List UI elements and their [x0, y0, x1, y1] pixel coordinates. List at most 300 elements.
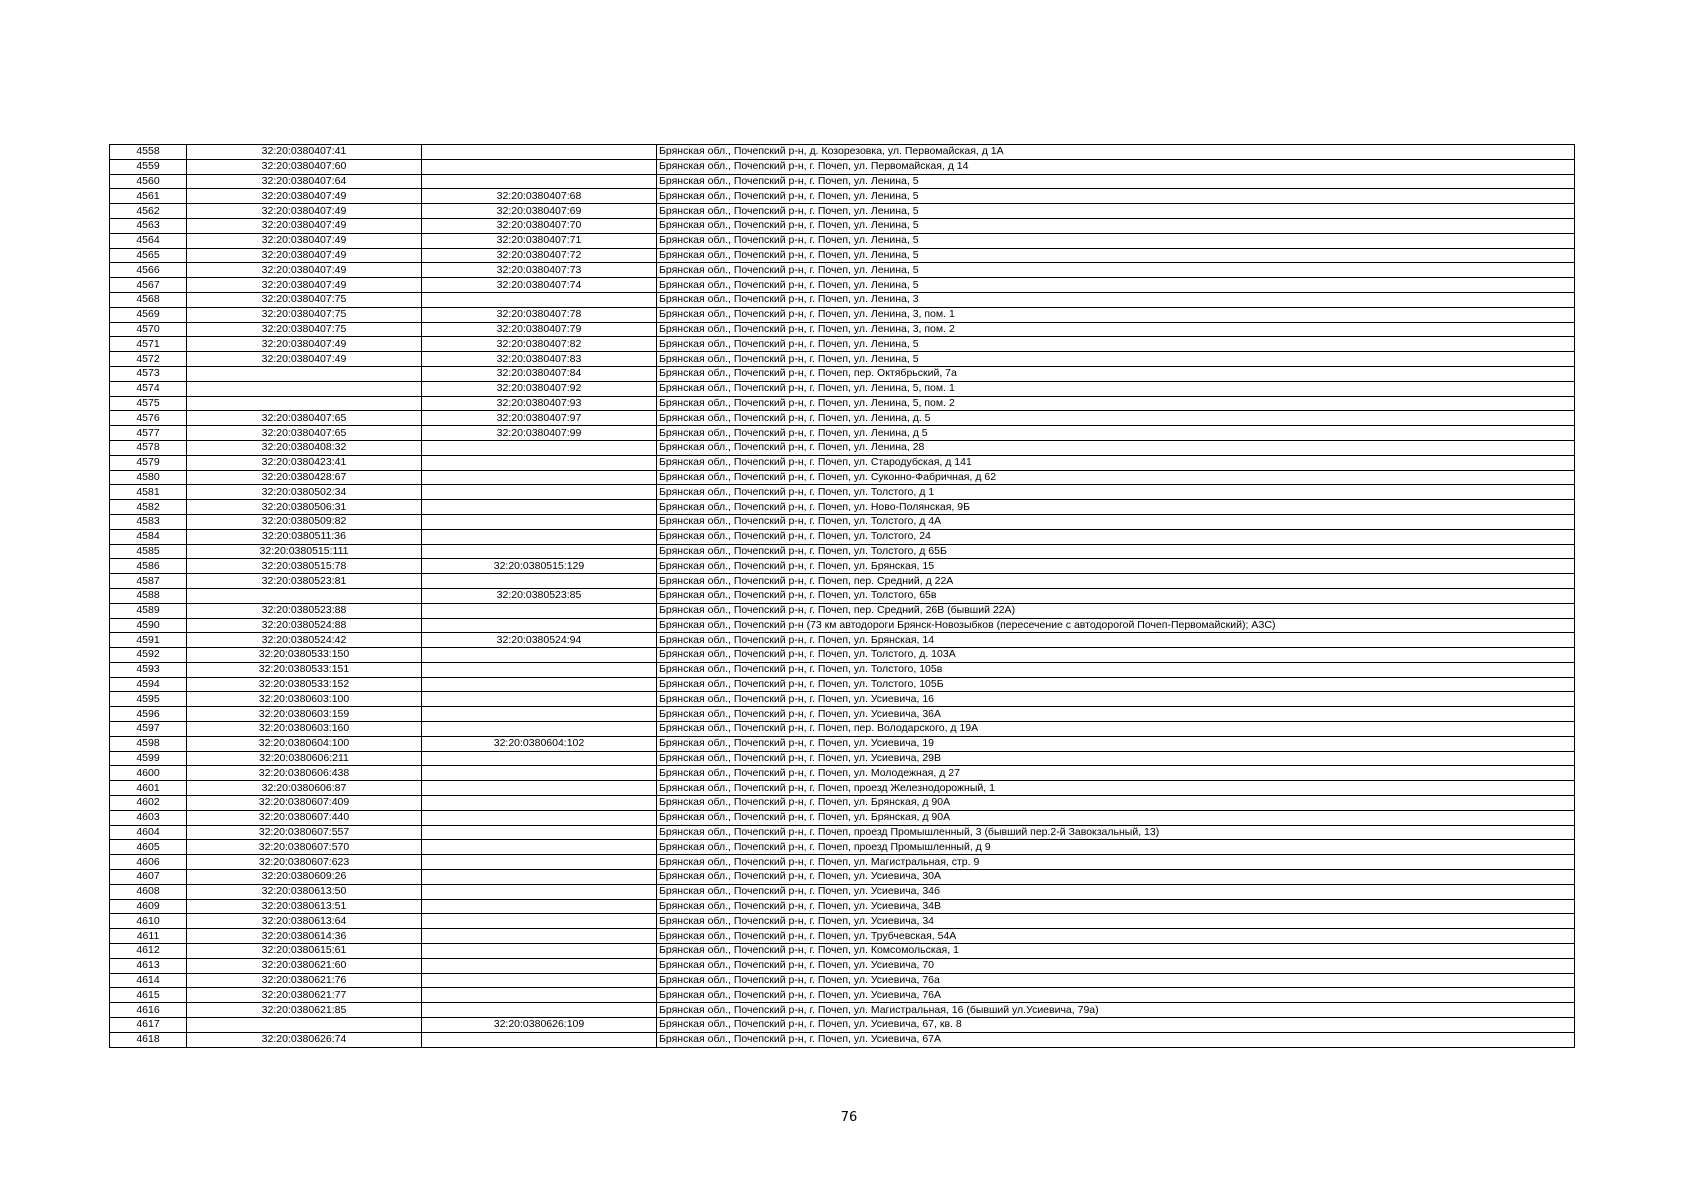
row-number-cell: 4571 [110, 337, 187, 352]
address-cell: Брянская обл., Почепский р-н, г. Почеп, ул. Усиевича, 34В [657, 899, 1575, 914]
table-row [110, 307, 1575, 322]
object-cadastral-number-cell [422, 958, 657, 973]
address-cell: Брянская обл., Почепский р-н, г. Почеп, ул. Усиевича, 34 [657, 914, 1575, 929]
land-cadastral-number-cell: 32:20:0380626:74 [187, 1032, 422, 1047]
object-cadastral-number-cell: 32:20:0380407:79 [422, 322, 657, 337]
land-cadastral-number-cell: 32:20:0380506:31 [187, 500, 422, 515]
row-number-cell: 4604 [110, 825, 187, 840]
row-number-cell: 4601 [110, 781, 187, 796]
object-cadastral-number-cell: 32:20:0380407:71 [422, 233, 657, 248]
land-cadastral-number-cell: 32:20:0380603:159 [187, 707, 422, 722]
land-cadastral-number-cell [187, 1018, 422, 1033]
address-cell: Брянская обл., Почепский р-н, г. Почеп, ул. Суконно-Фабричная, д 62 [657, 470, 1575, 485]
address-cell: Брянская обл., Почепский р-н, г. Почеп, ул. Усиевича, 30А [657, 870, 1575, 885]
object-cadastral-number-cell [422, 455, 657, 470]
table-row [110, 337, 1575, 352]
row-number-cell: 4610 [110, 914, 187, 929]
address-cell: Брянская обл., Почепский р-н, г. Почеп, ул. Усиевича, 36А [657, 707, 1575, 722]
row-number-cell: 4577 [110, 426, 187, 441]
address-cell: Брянская обл., Почепский р-н, г. Почеп, ул. Ленина, 28 [657, 440, 1575, 455]
land-cadastral-number-cell: 32:20:0380407:49 [187, 248, 422, 263]
row-number-cell: 4595 [110, 692, 187, 707]
land-cadastral-number-cell [187, 381, 422, 396]
object-cadastral-number-cell [422, 648, 657, 663]
table-row [110, 381, 1575, 396]
table-row [110, 677, 1575, 692]
row-number-cell: 4608 [110, 884, 187, 899]
land-cadastral-number-cell: 32:20:0380621:76 [187, 973, 422, 988]
land-cadastral-number-cell: 32:20:0380407:60 [187, 159, 422, 174]
table-row [110, 544, 1575, 559]
row-number-cell: 4598 [110, 736, 187, 751]
object-cadastral-number-cell [422, 810, 657, 825]
row-number-cell: 4586 [110, 559, 187, 574]
row-number-cell: 4618 [110, 1032, 187, 1047]
row-number-cell: 4565 [110, 248, 187, 263]
address-cell: Брянская обл., Почепский р-н, г. Почеп, ул. Брянская, д 90А [657, 796, 1575, 811]
object-cadastral-number-cell: 32:20:0380407:93 [422, 396, 657, 411]
row-number-cell: 4576 [110, 411, 187, 426]
row-number-cell: 4612 [110, 944, 187, 959]
register-table-body [110, 145, 1575, 1048]
row-number-cell: 4569 [110, 307, 187, 322]
land-cadastral-number-cell: 32:20:0380613:64 [187, 914, 422, 929]
table-row [110, 884, 1575, 899]
address-cell: Брянская обл., Почепский р-н, г. Почеп, ул. Магистральная, стр. 9 [657, 855, 1575, 870]
address-cell: Брянская обл., Почепский р-н, г. Почеп, ул. Толстого, д 4А [657, 514, 1575, 529]
row-number-cell: 4617 [110, 1018, 187, 1033]
row-number-cell: 4563 [110, 218, 187, 233]
object-cadastral-number-cell [422, 840, 657, 855]
row-number-cell: 4584 [110, 529, 187, 544]
table-row [110, 722, 1575, 737]
land-cadastral-number-cell: 32:20:0380606:438 [187, 766, 422, 781]
row-number-cell: 4558 [110, 145, 187, 160]
object-cadastral-number-cell: 32:20:0380407:73 [422, 263, 657, 278]
table-row [110, 781, 1575, 796]
table-row [110, 603, 1575, 618]
object-cadastral-number-cell [422, 766, 657, 781]
object-cadastral-number-cell: 32:20:0380515:129 [422, 559, 657, 574]
row-number-cell: 4581 [110, 485, 187, 500]
address-cell: Брянская обл., Почепский р-н, г. Почеп, ул. Усиевича, 76а [657, 973, 1575, 988]
object-cadastral-number-cell: 32:20:0380407:70 [422, 218, 657, 233]
land-cadastral-number-cell: 32:20:0380607:409 [187, 796, 422, 811]
row-number-cell: 4597 [110, 722, 187, 737]
address-cell: Брянская обл., Почепский р-н, г. Почеп, ул. Усиевича, 34б [657, 884, 1575, 899]
table-row [110, 485, 1575, 500]
table-row [110, 263, 1575, 278]
table-row [110, 1003, 1575, 1018]
row-number-cell: 4561 [110, 189, 187, 204]
land-cadastral-number-cell: 32:20:0380607:440 [187, 810, 422, 825]
row-number-cell: 4562 [110, 204, 187, 219]
table-row [110, 810, 1575, 825]
table-row [110, 692, 1575, 707]
address-cell: Брянская обл., Почепский р-н, г. Почеп, ул. Ленина, д 5 [657, 426, 1575, 441]
land-cadastral-number-cell: 32:20:0380533:151 [187, 662, 422, 677]
object-cadastral-number-cell: 32:20:0380604:102 [422, 736, 657, 751]
address-cell: Брянская обл., Почепский р-н, г. Почеп, ул. Стародубская, д 141 [657, 455, 1575, 470]
address-cell: Брянская обл., Почепский р-н, г. Почеп, ул. Ленина, 3, пом. 1 [657, 307, 1575, 322]
address-cell: Брянская обл., Почепский р-н, г. Почеп, ул. Брянская, д 90А [657, 810, 1575, 825]
row-number-cell: 4611 [110, 929, 187, 944]
object-cadastral-number-cell [422, 470, 657, 485]
land-cadastral-number-cell: 32:20:0380407:49 [187, 263, 422, 278]
table-row [110, 470, 1575, 485]
row-number-cell: 4573 [110, 366, 187, 381]
address-cell: Брянская обл., Почепский р-н, г. Почеп, ул. Ново-Полянская, 9Б [657, 500, 1575, 515]
address-cell: Брянская обл., Почепский р-н, г. Почеп, ул. Ленина, 5 [657, 204, 1575, 219]
object-cadastral-number-cell: 32:20:0380407:68 [422, 189, 657, 204]
address-cell: Брянская обл., Почепский р-н, г. Почеп, ул. Толстого, 105в [657, 662, 1575, 677]
object-cadastral-number-cell [422, 677, 657, 692]
land-cadastral-number-cell [187, 366, 422, 381]
address-cell: Брянская обл., Почепский р-н, г. Почеп, ул. Ленина, 5 [657, 278, 1575, 293]
object-cadastral-number-cell [422, 292, 657, 307]
land-cadastral-number-cell: 32:20:0380621:77 [187, 988, 422, 1003]
table-row [110, 1018, 1575, 1033]
row-number-cell: 4585 [110, 544, 187, 559]
object-cadastral-number-cell: 32:20:0380626:109 [422, 1018, 657, 1033]
table-row [110, 145, 1575, 160]
table-row [110, 426, 1575, 441]
table-row [110, 840, 1575, 855]
address-cell: Брянская обл., Почепский р-н, г. Почеп, проезд Промышленный, 3 (бывший пер.2-й Завокзальный, 13) [657, 825, 1575, 840]
land-cadastral-number-cell: 32:20:0380511:36 [187, 529, 422, 544]
page-number: 76 [840, 1110, 858, 1125]
land-cadastral-number-cell: 32:20:0380621:60 [187, 958, 422, 973]
address-cell: Брянская обл., Почепский р-н, г. Почеп, ул. Молодежная, д 27 [657, 766, 1575, 781]
address-cell: Брянская обл., Почепский р-н, г. Почеп, ул. Брянская, 15 [657, 559, 1575, 574]
table-row [110, 174, 1575, 189]
table-row [110, 736, 1575, 751]
address-cell: Брянская обл., Почепский р-н, г. Почеп, ул. Усиевича, 29В [657, 751, 1575, 766]
address-cell: Брянская обл., Почепский р-н, г. Почеп, ул. Толстого, д. 103А [657, 648, 1575, 663]
object-cadastral-number-cell [422, 870, 657, 885]
table-row [110, 218, 1575, 233]
land-cadastral-number-cell: 32:20:0380407:49 [187, 352, 422, 367]
object-cadastral-number-cell [422, 973, 657, 988]
land-cadastral-number-cell: 32:20:0380603:160 [187, 722, 422, 737]
row-number-cell: 4602 [110, 796, 187, 811]
row-number-cell: 4588 [110, 588, 187, 603]
land-cadastral-number-cell: 32:20:0380613:50 [187, 884, 422, 899]
land-cadastral-number-cell: 32:20:0380502:34 [187, 485, 422, 500]
land-cadastral-number-cell: 32:20:0380509:82 [187, 514, 422, 529]
table-row [110, 189, 1575, 204]
address-cell: Брянская обл., Почепский р-н, г. Почеп, ул. Усиевича, 67, кв. 8 [657, 1018, 1575, 1033]
address-cell: Брянская обл., Почепский р-н, г. Почеп, ул. Усиевича, 16 [657, 692, 1575, 707]
table-row [110, 870, 1575, 885]
row-number-cell: 4583 [110, 514, 187, 529]
row-number-cell: 4570 [110, 322, 187, 337]
land-cadastral-number-cell: 32:20:0380523:88 [187, 603, 422, 618]
table-row [110, 204, 1575, 219]
object-cadastral-number-cell [422, 944, 657, 959]
table-row [110, 514, 1575, 529]
land-cadastral-number-cell: 32:20:0380407:49 [187, 233, 422, 248]
address-cell: Брянская обл., Почепский р-н, г. Почеп, пер. Октябрьский, 7а [657, 366, 1575, 381]
object-cadastral-number-cell [422, 574, 657, 589]
row-number-cell: 4582 [110, 500, 187, 515]
address-cell: Брянская обл., Почепский р-н, г. Почеп, ул. Ленина, 5 [657, 189, 1575, 204]
object-cadastral-number-cell [422, 781, 657, 796]
table-row [110, 973, 1575, 988]
table-row [110, 929, 1575, 944]
row-number-cell: 4594 [110, 677, 187, 692]
land-cadastral-number-cell: 32:20:0380524:42 [187, 633, 422, 648]
land-cadastral-number-cell: 32:20:0380407:65 [187, 426, 422, 441]
table-row [110, 988, 1575, 1003]
land-cadastral-number-cell: 32:20:0380515:78 [187, 559, 422, 574]
object-cadastral-number-cell [422, 159, 657, 174]
row-number-cell: 4599 [110, 751, 187, 766]
land-cadastral-number-cell: 32:20:0380603:100 [187, 692, 422, 707]
object-cadastral-number-cell [422, 145, 657, 160]
row-number-cell: 4579 [110, 455, 187, 470]
land-cadastral-number-cell: 32:20:0380606:87 [187, 781, 422, 796]
row-number-cell: 4600 [110, 766, 187, 781]
row-number-cell: 4596 [110, 707, 187, 722]
row-number-cell: 4590 [110, 618, 187, 633]
address-cell: Брянская обл., Почепский р-н, г. Почеп, ул. Ленина, 3, пом. 2 [657, 322, 1575, 337]
object-cadastral-number-cell: 32:20:0380407:69 [422, 204, 657, 219]
land-cadastral-number-cell: 32:20:0380407:65 [187, 411, 422, 426]
address-cell: Брянская обл., Почепский р-н, г. Почеп, ул. Ленина, 5 [657, 263, 1575, 278]
table-row [110, 292, 1575, 307]
table-row [110, 233, 1575, 248]
address-cell: Брянская обл., Почепский р-н, г. Почеп, ул. Ленина, 5 [657, 337, 1575, 352]
row-number-cell: 4587 [110, 574, 187, 589]
object-cadastral-number-cell [422, 825, 657, 840]
address-cell: Брянская обл., Почепский р-н, г. Почеп, ул. Толстого, 65в [657, 588, 1575, 603]
row-number-cell: 4609 [110, 899, 187, 914]
table-row [110, 766, 1575, 781]
land-cadastral-number-cell: 32:20:0380607:570 [187, 840, 422, 855]
land-cadastral-number-cell: 32:20:0380614:36 [187, 929, 422, 944]
address-cell: Брянская обл., Почепский р-н, г. Почеп, ул. Толстого, 105Б [657, 677, 1575, 692]
land-cadastral-number-cell: 32:20:0380607:623 [187, 855, 422, 870]
land-cadastral-number-cell: 32:20:0380533:152 [187, 677, 422, 692]
table-row [110, 159, 1575, 174]
land-cadastral-number-cell: 32:20:0380533:150 [187, 648, 422, 663]
table-row [110, 914, 1575, 929]
address-cell: Брянская обл., Почепский р-н, г. Почеп, ул. Комсомольская, 1 [657, 944, 1575, 959]
row-number-cell: 4593 [110, 662, 187, 677]
table-row [110, 396, 1575, 411]
land-cadastral-number-cell: 32:20:0380407:75 [187, 307, 422, 322]
row-number-cell: 4578 [110, 440, 187, 455]
table-row [110, 574, 1575, 589]
object-cadastral-number-cell [422, 899, 657, 914]
row-number-cell: 4572 [110, 352, 187, 367]
land-cadastral-number-cell: 32:20:0380615:61 [187, 944, 422, 959]
row-number-cell: 4607 [110, 870, 187, 885]
table-row [110, 1032, 1575, 1047]
address-cell: Брянская обл., Почепский р-н, г. Почеп, ул. Ленина, 5 [657, 248, 1575, 263]
object-cadastral-number-cell [422, 929, 657, 944]
table-row [110, 559, 1575, 574]
address-cell: Брянская обл., Почепский р-н, г. Почеп, ул. Ленина, 3 [657, 292, 1575, 307]
land-cadastral-number-cell: 32:20:0380423:41 [187, 455, 422, 470]
address-cell: Брянская обл., Почепский р-н, г. Почеп, ул. Трубчевская, 54А [657, 929, 1575, 944]
land-cadastral-number-cell: 32:20:0380606:211 [187, 751, 422, 766]
row-number-cell: 4564 [110, 233, 187, 248]
object-cadastral-number-cell: 32:20:0380524:94 [422, 633, 657, 648]
row-number-cell: 4616 [110, 1003, 187, 1018]
land-cadastral-number-cell [187, 588, 422, 603]
object-cadastral-number-cell: 32:20:0380407:97 [422, 411, 657, 426]
address-cell: Брянская обл., Почепский р-н, г. Почеп, пер. Средний, д 22А [657, 574, 1575, 589]
land-cadastral-number-cell: 32:20:0380407:75 [187, 292, 422, 307]
table-row [110, 633, 1575, 648]
table-row [110, 529, 1575, 544]
row-number-cell: 4559 [110, 159, 187, 174]
address-cell: Брянская обл., Почепский р-н, г. Почеп, ул. Толстого, д 65Б [657, 544, 1575, 559]
address-cell: Брянская обл., Почепский р-н, г. Почеп, ул. Ленина, 5 [657, 218, 1575, 233]
row-number-cell: 4560 [110, 174, 187, 189]
address-cell: Брянская обл., Почепский р-н, г. Почеп, ул. Брянская, 14 [657, 633, 1575, 648]
object-cadastral-number-cell: 32:20:0380407:74 [422, 278, 657, 293]
object-cadastral-number-cell [422, 500, 657, 515]
row-number-cell: 4568 [110, 292, 187, 307]
object-cadastral-number-cell [422, 914, 657, 929]
land-cadastral-number-cell: 32:20:0380609:26 [187, 870, 422, 885]
address-cell: Брянская обл., Почепский р-н, г. Почеп, ул. Усиевича, 19 [657, 736, 1575, 751]
object-cadastral-number-cell [422, 988, 657, 1003]
object-cadastral-number-cell [422, 751, 657, 766]
table-row [110, 825, 1575, 840]
object-cadastral-number-cell [422, 1032, 657, 1047]
land-cadastral-number-cell: 32:20:0380515:111 [187, 544, 422, 559]
table-row [110, 352, 1575, 367]
object-cadastral-number-cell [422, 174, 657, 189]
land-cadastral-number-cell: 32:20:0380607:557 [187, 825, 422, 840]
address-cell: Брянская обл., Почепский р-н, г. Почеп, ул. Ленина, 5, пом. 2 [657, 396, 1575, 411]
land-cadastral-number-cell [187, 396, 422, 411]
object-cadastral-number-cell [422, 692, 657, 707]
land-cadastral-number-cell: 32:20:0380407:49 [187, 218, 422, 233]
object-cadastral-number-cell: 32:20:0380407:83 [422, 352, 657, 367]
address-cell: Брянская обл., Почепский р-н, г. Почеп, ул. Магистральная, 16 (бывший ул.Усиевича, 79а) [657, 1003, 1575, 1018]
address-cell: Брянская обл., Почепский р-н, г. Почеп, ул. Толстого, 24 [657, 529, 1575, 544]
row-number-cell: 4592 [110, 648, 187, 663]
address-cell: Брянская обл., Почепский р-н, г. Почеп, пер. Средний, 26В (бывший 22А) [657, 603, 1575, 618]
table-row [110, 796, 1575, 811]
table-row [110, 455, 1575, 470]
table-row [110, 855, 1575, 870]
address-cell: Брянская обл., Почепский р-н, г. Почеп, ул. Ленина, 5 [657, 352, 1575, 367]
land-cadastral-number-cell: 32:20:0380613:51 [187, 899, 422, 914]
table-row [110, 278, 1575, 293]
table-row [110, 588, 1575, 603]
table-row [110, 899, 1575, 914]
land-cadastral-number-cell: 32:20:0380621:85 [187, 1003, 422, 1018]
land-cadastral-number-cell: 32:20:0380407:49 [187, 337, 422, 352]
object-cadastral-number-cell [422, 485, 657, 500]
address-cell: Брянская обл., Почепский р-н, г. Почеп, ул. Усиевича, 67А [657, 1032, 1575, 1047]
address-cell: Брянская обл., Почепский р-н, г. Почеп, ул. Ленина, 5 [657, 233, 1575, 248]
object-cadastral-number-cell [422, 544, 657, 559]
object-cadastral-number-cell [422, 884, 657, 899]
address-cell: Брянская обл., Почепский р-н, д. Козорезовка, ул. Первомайская, д 1А [657, 145, 1575, 160]
object-cadastral-number-cell [422, 618, 657, 633]
address-cell: Брянская обл., Почепский р-н, г. Почеп, проезд Железнодорожный, 1 [657, 781, 1575, 796]
object-cadastral-number-cell [422, 603, 657, 618]
object-cadastral-number-cell: 32:20:0380407:99 [422, 426, 657, 441]
table-row [110, 248, 1575, 263]
table-row [110, 662, 1575, 677]
land-cadastral-number-cell: 32:20:0380428:67 [187, 470, 422, 485]
address-cell: Брянская обл., Почепский р-н, г. Почеп, проезд Промышленный, д 9 [657, 840, 1575, 855]
register-table-container [109, 144, 1575, 1048]
table-row [110, 944, 1575, 959]
table-row [110, 648, 1575, 663]
address-cell: Брянская обл., Почепский р-н, г. Почеп, ул. Первомайская, д 14 [657, 159, 1575, 174]
table-row [110, 618, 1575, 633]
object-cadastral-number-cell [422, 529, 657, 544]
address-cell: Брянская обл., Почепский р-н, г. Почеп, пер. Володарского, д 19А [657, 722, 1575, 737]
land-cadastral-number-cell: 32:20:0380604:100 [187, 736, 422, 751]
land-cadastral-number-cell: 32:20:0380524:88 [187, 618, 422, 633]
object-cadastral-number-cell: 32:20:0380407:84 [422, 366, 657, 381]
object-cadastral-number-cell: 32:20:0380407:92 [422, 381, 657, 396]
table-row [110, 500, 1575, 515]
row-number-cell: 4589 [110, 603, 187, 618]
table-row [110, 751, 1575, 766]
object-cadastral-number-cell: 32:20:0380407:72 [422, 248, 657, 263]
row-number-cell: 4566 [110, 263, 187, 278]
register-table [109, 144, 1575, 1048]
row-number-cell: 4614 [110, 973, 187, 988]
land-cadastral-number-cell: 32:20:0380408:32 [187, 440, 422, 455]
object-cadastral-number-cell [422, 1003, 657, 1018]
address-cell: Брянская обл., Почепский р-н, г. Почеп, ул. Ленина, 5, пом. 1 [657, 381, 1575, 396]
address-cell: Брянская обл., Почепский р-н, г. Почеп, ул. Толстого, д 1 [657, 485, 1575, 500]
table-row [110, 322, 1575, 337]
row-number-cell: 4615 [110, 988, 187, 1003]
row-number-cell: 4567 [110, 278, 187, 293]
row-number-cell: 4580 [110, 470, 187, 485]
land-cadastral-number-cell: 32:20:0380407:75 [187, 322, 422, 337]
table-row [110, 366, 1575, 381]
address-cell: Брянская обл., Почепский р-н, г. Почеп, ул. Усиевича, 70 [657, 958, 1575, 973]
table-row [110, 707, 1575, 722]
address-cell: Брянская обл., Почепский р-н, г. Почеп, ул. Ленина, д. 5 [657, 411, 1575, 426]
land-cadastral-number-cell: 32:20:0380407:49 [187, 204, 422, 219]
object-cadastral-number-cell: 32:20:0380407:82 [422, 337, 657, 352]
object-cadastral-number-cell [422, 855, 657, 870]
row-number-cell: 4591 [110, 633, 187, 648]
object-cadastral-number-cell: 32:20:0380407:78 [422, 307, 657, 322]
object-cadastral-number-cell [422, 514, 657, 529]
land-cadastral-number-cell: 32:20:0380523:81 [187, 574, 422, 589]
row-number-cell: 4574 [110, 381, 187, 396]
land-cadastral-number-cell: 32:20:0380407:41 [187, 145, 422, 160]
address-cell: Брянская обл., Почепский р-н, г. Почеп, ул. Усиевича, 76А [657, 988, 1575, 1003]
land-cadastral-number-cell: 32:20:0380407:64 [187, 174, 422, 189]
row-number-cell: 4606 [110, 855, 187, 870]
table-row [110, 958, 1575, 973]
object-cadastral-number-cell [422, 440, 657, 455]
address-cell: Брянская обл., Почепский р-н (73 км автодороги Брянск-Новозыбков (пересечение с автодорогой Почеп-Первомайский); АЗС) [657, 618, 1575, 633]
object-cadastral-number-cell [422, 722, 657, 737]
table-row [110, 440, 1575, 455]
object-cadastral-number-cell [422, 796, 657, 811]
table-row [110, 411, 1575, 426]
object-cadastral-number-cell: 32:20:0380523:85 [422, 588, 657, 603]
